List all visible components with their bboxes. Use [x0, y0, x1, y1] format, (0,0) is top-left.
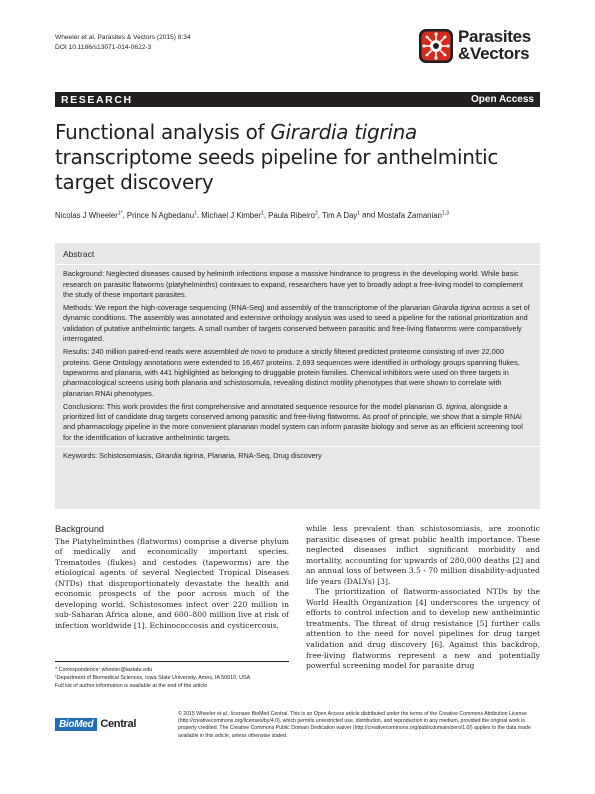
- doi-line[interactable]: DOI 10.1186/s13071-014-0622-3: [55, 43, 152, 51]
- author[interactable]: Tim A Day$^1$: [321, 210, 360, 220]
- abstract-background: Background: Neglected diseases caused by helminth infections impose a massive hindrance to progress in the developing world. While basic research on parasitic flatworms (platyhelminths) continues to expand, researchers have yet to broadly adopt a free-living model to complement the study of these important parasites.: [63, 269, 523, 299]
- abstract-conclusions: Conclusions: This work provides the first comprehensive and annotated sequence resource for the model planarian G. tigrina, alongside a prioritized list of candidate drug targets conserved among parasitic and free-living flatworms. As proof of principle, we show that a simple RNAi and pharmacology pipeline in the more convenient planarian model system can inform parasite biology and serve as an efficient screening tool for the identification of lucrative anthelmintic targets.: [63, 401, 523, 442]
- author[interactable]: Prince N Agbedanu$^1$: [126, 210, 197, 220]
- journal-name-line1: Parasites: [458, 27, 531, 46]
- body-column-right: [306, 524, 540, 672]
- author[interactable]: Paula Ribeiro$^2$: [268, 210, 318, 220]
- license-text: © 2015 Wheeler et al.; licensee BioMed Central. This is an Open Access article distributed under the terms of the Creative Commons Attribution License (http://creativecommons.org/licenses/by/4.0), which permits unrestricted use, distribution, and reproduction in any medium, provided the original work is properly credited. The Creative Commons Public Domain Dedication waiver (http://creativecommons.org/publicdomain/zero/1.0/) applies to the data made available in this article, unless otherwise stated.: [178, 711, 531, 739]
- journal-name-line2: &Vectors: [458, 44, 530, 63]
- author-list: Nicolas J Wheeler$^{1*}$, Prince N Agbedanu$^1$, Michael J Kimber$^1$, Paula Ribeiro$^2$, Tim A Day$^1$ and Mostafa Zamanian$^{1,3}$: [55, 210, 449, 220]
- abstract-box: [55, 243, 540, 509]
- author[interactable]: Mostafa Zamanian$^{1,3}$: [377, 210, 449, 220]
- body-paragraph: The prioritization of flatworm-associated NTDs by the World Health Organization [4] underscores the urgency of efforts to control infection and to develop new anthelmintic treatments. The threat of drug resistance [5] further calls attention to the need for novel pipelines for drug target validation and drug discovery [6]. Against this backdrop, free-living flatworms represent a new and potentially powerful screening model for parasite drug: [306, 587, 540, 671]
- abstract-methods: Methods: We report the high-coverage sequencing (RNA-Seq) and assembly of the transcriptome of the planarian Girardia tigrina across a set of dynamic conditions. The assembly was annotated and extensive orthology analysis was used to seed a pipeline for the rational prioritization and validation of putative anthelmintic targets. A small number of targets conserved between parasitic and free-living flatworms were comparatively interrogated.: [63, 303, 530, 344]
- affiliation-note: ¹Department of Biomedical Sciences, Iowa State University, Ames, IA 50010, USA: [55, 675, 251, 681]
- keywords-divider: [55, 446, 540, 447]
- citation-header: [55, 33, 191, 52]
- title-species: Girardia tigrina: [270, 120, 417, 144]
- title-part2: transcriptome seeds pipeline for anthelmintic target discovery: [55, 145, 499, 194]
- journal-logo: [418, 24, 558, 76]
- journal-name: [458, 28, 531, 62]
- abstract-heading: Abstract: [63, 249, 95, 259]
- parasite-logo-icon: [418, 28, 454, 64]
- publisher-logo-box: BioMed: [55, 718, 97, 731]
- footnotes: [55, 661, 289, 690]
- title-part1: Functional analysis of: [55, 120, 271, 144]
- author-info-note: Full list of author information is available at the end of the article: [55, 683, 208, 689]
- abstract-results: Results: 240 million paired-end reads were assembled de novo to produce a strictly filtered predicted proteome consisting of over 22,000 proteins. Gene Ontology annotations were extended to 16,467 proteins. 2,693 sequences were identified in orthology groups spanning flukes, tapeworms and planaria, with 441 highlighted as belonging to druggable protein families. Chemical inhibitors were used on three targets in pharmacological screens using both planaria and schistosomula, revealing distinct motility phenotypes that were shown to correlate with planarian RNAi phenotypes.: [63, 347, 520, 398]
- author[interactable]: Nicolas J Wheeler$^{1*}$: [55, 210, 123, 220]
- abstract-divider: [55, 264, 540, 265]
- article-type-banner: [55, 92, 540, 107]
- correspondence-note[interactable]: * Correspondence: wheeler@iastate.edu: [55, 667, 153, 673]
- article-title: [55, 120, 525, 195]
- publisher-logo-word: Central: [100, 718, 137, 730]
- article-type: RESEARCH: [61, 93, 133, 106]
- citation-line: Wheeler et al. Parasites & Vectors (2015) 8:34: [55, 34, 191, 41]
- body-paragraph: while less prevalent than schistosomiasis, are zoonotic parasitic diseases of great public health importance. These neglected diseases inflict significant morbidity and mortality, accounting for upwards of 280,000 deaths [2] and an annual loss of between 3.5 - 70 million disability-adjusted life years (DALYs) [3].: [306, 524, 540, 586]
- body-paragraph: The Platyhelminthes (flatworms) comprise a diverse phylum of medically and economically important species. Trematodes (flukes) and cestodes (tapeworms) are the etiological agents of several Neglected Tropical Diseases (NTDs) that disproportionately devastate the health and economic prospects of the poor across much of the developing world. Schistosomes infect over 220 million in sub-Saharan Africa alone, and 600–800 million live at risk of infection worldwide [1]. Echinococcosis and cysticercosis,: [55, 536, 289, 630]
- open-access-label: Open Access: [471, 94, 534, 105]
- author[interactable]: Michael J Kimber$^1$: [201, 210, 264, 220]
- publisher-logo: [55, 716, 175, 732]
- keywords: Keywords: Schistosomiasis, Girardia tigrina, Planaria, RNA-Seq, Drug discovery: [63, 451, 322, 461]
- section-heading-background: Background: [55, 524, 105, 534]
- body-column-left: [55, 524, 289, 631]
